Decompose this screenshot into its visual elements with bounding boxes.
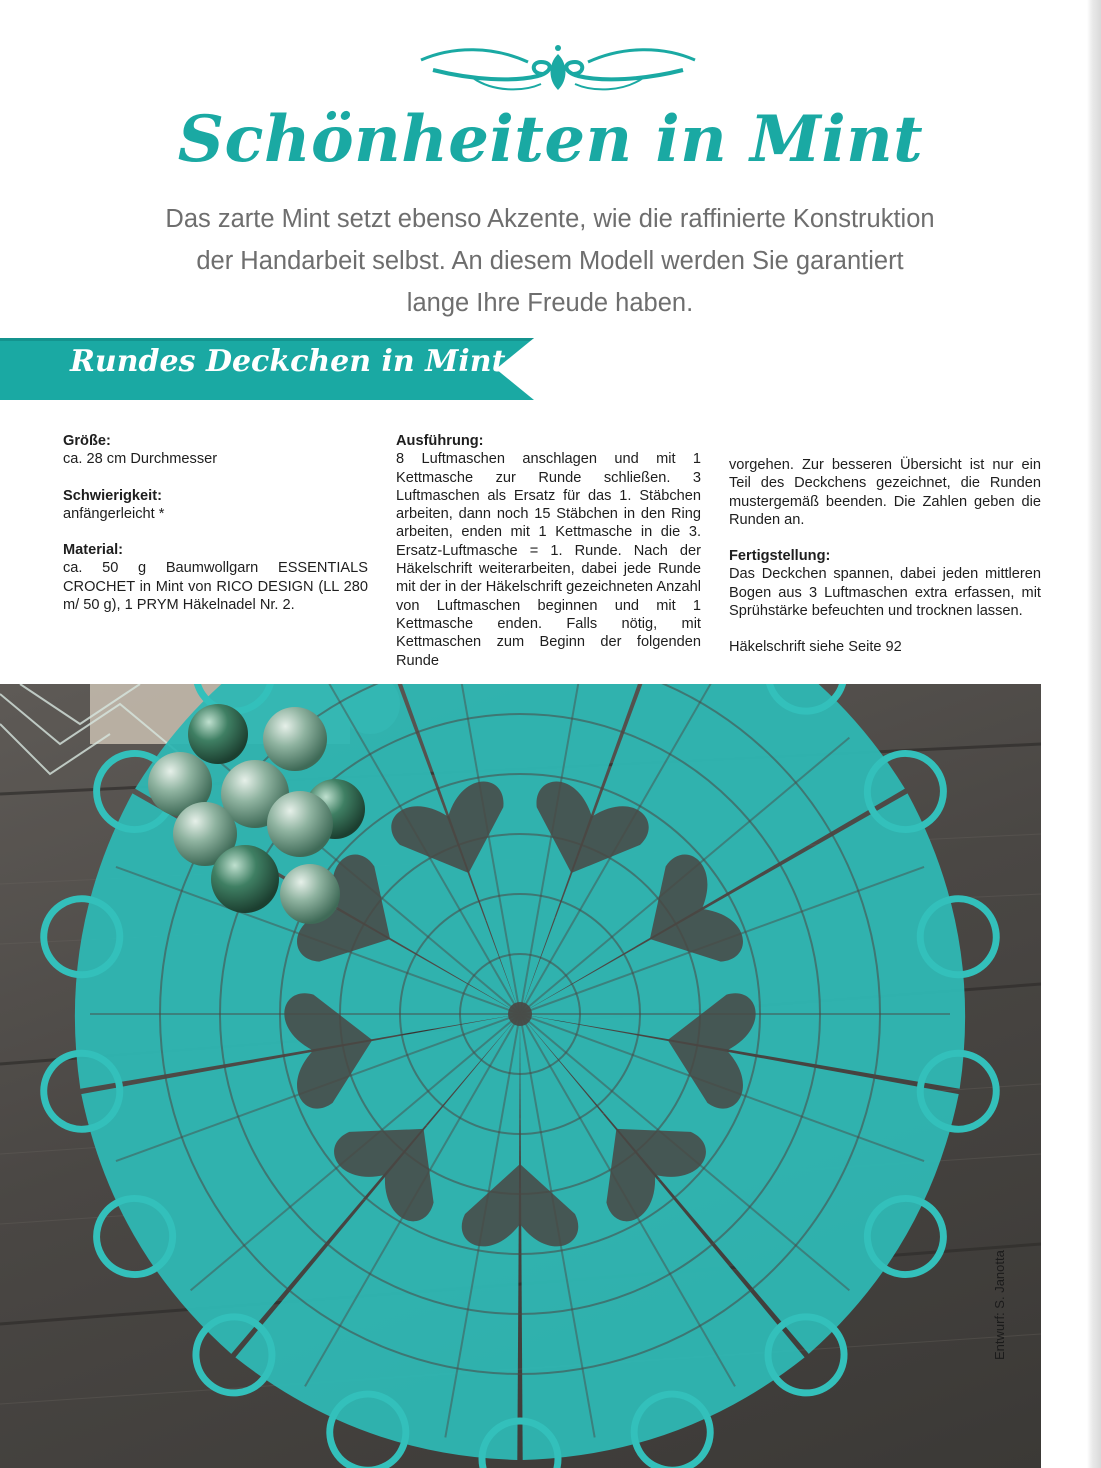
material-label: Material: xyxy=(63,542,124,559)
page-edge xyxy=(1087,0,1101,1468)
finishing-label: Fertigstellung: xyxy=(729,548,831,565)
intro-line: lange Ihre Freude haben. xyxy=(406,289,694,317)
execution-text: 8 Luftmaschen anschlagen und mit 1 Kettmasche zur Runde schließen. 3 Luftmaschen als Ersatz für das 1. Stäbchen arbeiten, dann noch 15 Stäbchen in den Ring arbeiten, enden mit 1 Kettmasche in die 3. Ersatz-Luftmasche = 1. Runde. Nach der Häkelschrift weiterarbeiten, dabei jede Runde mit der in der Häkelschrift gezeichneten Anzahl von Luftmaschen beginnen und mit 1 Kettmasche enden. Falls nötig, mit Kettmaschen zum Beginn der folgenden Runde xyxy=(396,451,701,669)
material-value: ca. 50 g Baumwollgarn ESSENTIALS CROCHET in Mint von RICO DESIGN (LL 280 m/ 50 g), 1 PRYM Häkelnadel Nr. 2. xyxy=(63,560,368,614)
execution-continued: vorgehen. Zur besseren Übersicht ist nur ein Teil des Deckchens gezeichnet, die Runden mustergemäß beenden. Die Zahlen geben die Runden an. xyxy=(729,457,1041,528)
size-value: ca. 28 cm Durchmesser xyxy=(63,451,218,468)
ornament-flourish-icon xyxy=(413,40,703,100)
doily-photo xyxy=(0,684,1041,1468)
finishing-column xyxy=(729,456,1041,657)
size-label: Größe: xyxy=(63,433,111,449)
execution-column xyxy=(396,432,701,670)
page-title: Schönheiten in Mint xyxy=(177,102,924,177)
execution-label: Ausführung: xyxy=(396,433,484,449)
doily-photo-illustration xyxy=(0,684,1041,1468)
intro-line: Das zarte Mint setzt ebenso Akzente, wie die raffinierte Konstruktion xyxy=(165,205,935,233)
photo-credit: Entwurf: S. Janotta xyxy=(992,1250,1007,1360)
difficulty-label: Schwierigkeit: xyxy=(63,487,162,504)
intro-line: der Handarbeit selbst. An diesem Modell werden Sie garantiert xyxy=(196,247,904,275)
chart-reference: Häkelschrift siehe Seite 92 xyxy=(729,639,902,656)
difficulty-value: anfängerleicht * xyxy=(63,505,165,522)
specs-column xyxy=(63,432,368,614)
intro-paragraph xyxy=(90,198,1010,324)
finishing-text: Das Deckchen spannen, dabei jeden mittleren Bogen aus 3 Luftmaschen extra erfassen, mit Sprühstärke befeuchten und trocknen lassen. xyxy=(729,566,1041,620)
section-title: Rundes Deckchen in Mint xyxy=(70,344,506,379)
